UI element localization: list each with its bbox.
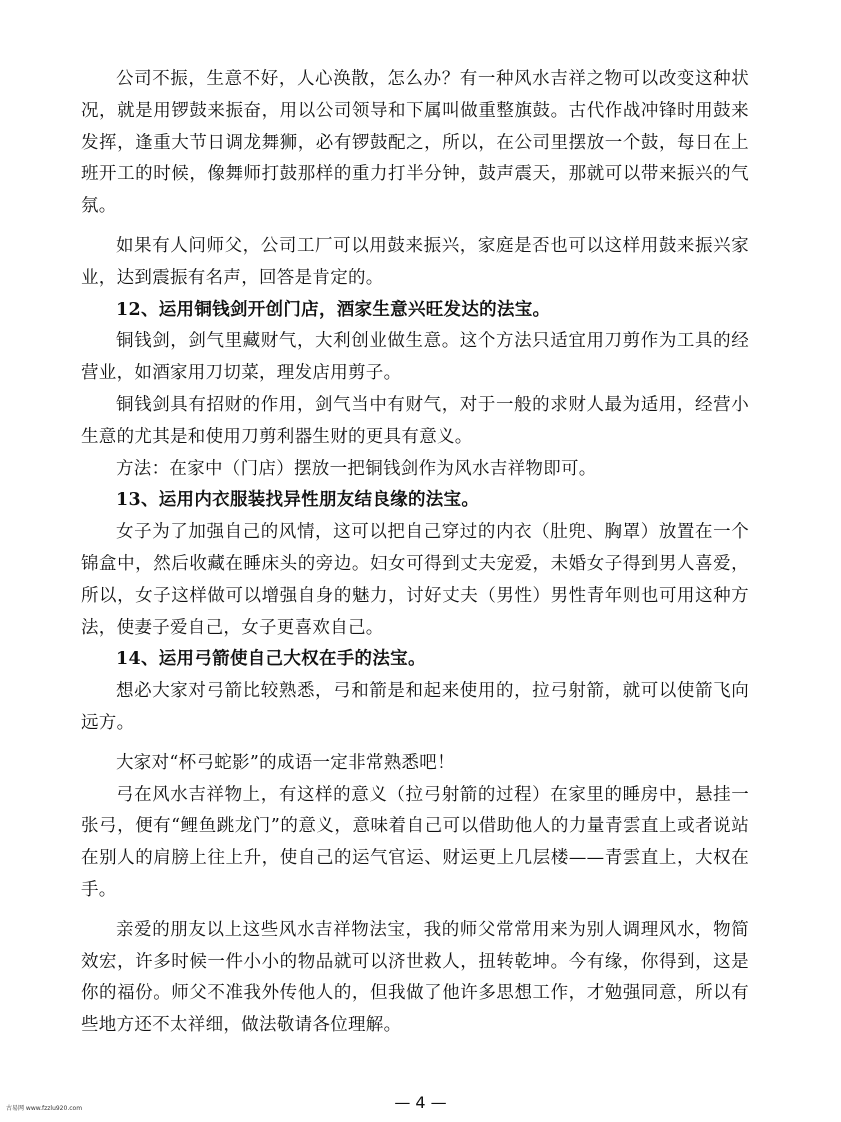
paragraph-drum: 公司不振，生意不好，人心涣散，怎么办？有一种风水吉祥之物可以改变这种状况，就是用锣鼓来振奋，用以公司领导和下属叫做重整旗鼓。古代作战冲锋时用鼓来发挥，逢重大节日调龙舞狮，必有锣鼓配之，所以，在公司里摆放一个鼓，每日在上班开工的时候，像舞师打鼓那样的重力打半分钟，鼓声震天，那就可以带来振兴的气氛。 [81,69,749,217]
paragraph-underwear: 女子为了加强自己的风情，这可以把自己穿过的内衣（肚兜、胸罩）放置在一个锦盒中，然后收藏在睡床头的旁边。妇女可得到丈夫宠爱，未婚女子得到男人喜爱，所以，女子这样做可以增强自身的魅力，讨好丈夫（男性）男性青年则也可用这种方法，使妻子爱自己，女子更喜欢自己。 [81,522,749,638]
paragraph-closing: 亲爱的朋友以上这些风水吉祥物法宝，我的师父常常用来为别人调理风水，物简效宏，许多时候一件小小的物品就可以济世救人，扭转乾坤。今有缘，你得到，这是你的福份。师父不准我外传他人的，但我做了他许多思想工作，才勉强同意，所以有些地方还不太祥细，做法敬请各位理解。 [81,919,749,1036]
paragraph-coin-sword: 铜钱剑，剑气里藏财气，大利创业做生意。这个方法只适宜用刀剪作为工具的经营业，如酒家用刀切菜，理发店用剪子。 [81,331,749,384]
paragraph-coin-sword-wealth: 铜钱剑具有招财的作用，剑气当中有财气，对于一般的求财人最为适用，经营小生意的尤其是和使用刀剪利器生财的更具有意义。 [81,394,749,447]
footer-site-url: 古易网 www.fzzlu920.com [6,1105,83,1112]
paragraph-coin-sword-method: 方法：在家中（门店）摆放一把铜钱剑作为风水吉祥物即可。 [116,458,597,479]
section-heading-12: 12、运用铜钱剑开创门店，酒家生意兴旺发达的法宝。 [116,299,551,320]
section-heading-13: 13、运用内衣服装找异性朋友结良缘的法宝。 [116,490,480,511]
page-number: — 4 — [394,1093,447,1112]
section-heading-14: 14、运用弓箭使自己大权在手的法宝。 [116,649,426,670]
body-text [81,64,749,1042]
paragraph-idiom: 大家对“杯弓蛇影”的成语一定非常熟悉吧！ [116,752,455,773]
paragraph-bow-meaning: 弓在风水吉祥物上，有这样的意义（拉弓射箭的过程）在家里的睡房中，悬挂一张弓，便有“鲤鱼跳龙门”的意义，意味着自己可以借助他人的力量青雲直上或者说站在别人的肩膀上往上升，使自己的运气官运、财运更上几层楼——青雲直上，大权在手。 [81,784,749,900]
paragraph-drum-family: 如果有人问师父，公司工厂可以用鼓来振兴，家庭是否也可以这样用鼓来振兴家业，达到震振有名声，回答是肯定的。 [81,235,749,288]
paragraph-bow-arrow: 想必大家对弓箭比较熟悉，弓和箭是和起来使用的，拉弓射箭，就可以使箭飞向远方。 [81,681,749,733]
